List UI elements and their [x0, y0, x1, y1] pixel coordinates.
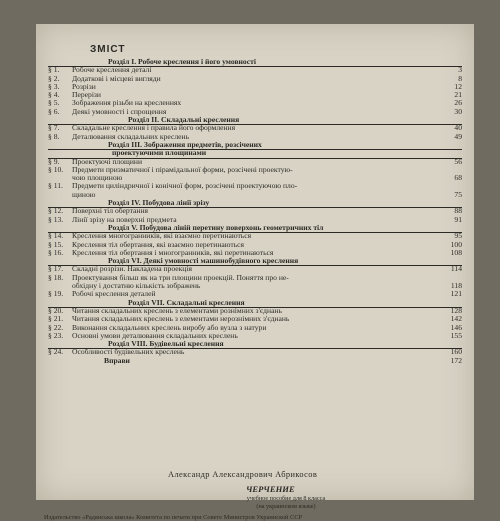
toc-entry-page: 21: [454, 90, 462, 100]
toc-section-heading: [48, 58, 462, 66]
toc-entry: [48, 290, 462, 298]
toc-entry-page: 8: [458, 73, 462, 83]
toc-entry-page: 146: [450, 322, 462, 332]
toc-entry-page: 172: [450, 355, 462, 365]
toc-entry-page: 12: [454, 81, 462, 91]
toc-entry-title: Поверхні тіл обертання: [72, 207, 149, 216]
toc-entry-number: § 2.: [48, 73, 60, 83]
toc-entry: [48, 108, 462, 116]
toc-entry-page: 142: [450, 314, 462, 324]
toc-entry-page: 68: [454, 173, 462, 183]
toc-entry-number: § 20.: [48, 305, 64, 315]
toc-entry-number: § 21.: [48, 314, 64, 324]
toc-entry-page: 75: [454, 189, 462, 199]
page-title: ЗМІСТ: [90, 44, 126, 55]
toc-entry: [48, 324, 462, 332]
toc-entry-page: 26: [454, 98, 462, 108]
toc-entry-title: Предмети призматичної і пірамідальної форми, розсічені проектую-: [72, 165, 293, 174]
toc-entry-title: Проектуючі площини: [72, 157, 143, 166]
book-title: ЧЕРЧЕНИЕ: [246, 484, 295, 494]
toc-entry: [48, 232, 462, 240]
toc-entry-title: Деякі умовності і спрощення: [72, 107, 167, 116]
toc-entry-number: § 23.: [48, 330, 64, 340]
toc-entry: [48, 182, 462, 190]
toc-entry-page: 121: [450, 289, 462, 299]
toc-section-heading: [48, 257, 462, 265]
toc-entry-title: чою площиною: [72, 174, 123, 183]
toc-entry: [48, 282, 462, 290]
toc-entry: [48, 265, 462, 273]
toc-entry-number: § 24.: [48, 347, 64, 357]
toc-entry-page: 30: [454, 106, 462, 116]
toc-section-heading: [48, 340, 462, 348]
toc-entry-number: § 16.: [48, 247, 64, 257]
book-subtitle: учебное пособие для 8 класса: [246, 495, 326, 502]
toc-entry: [48, 274, 462, 282]
toc-entry-title: Креслення многогранників, які взаємно перетинаються: [72, 232, 252, 241]
toc-entry: [48, 99, 462, 107]
toc-entry-number: § 15.: [48, 239, 64, 249]
toc-entry-page: 108: [450, 247, 462, 257]
book-page: [36, 24, 474, 521]
toc-entry-title: Деталювання складальних креслень: [72, 132, 190, 141]
toc-entry: [48, 91, 462, 99]
toc-entry-title: Розрізи: [72, 82, 96, 91]
toc-entry-number: § 18.: [48, 272, 64, 282]
toc-entry: [48, 158, 462, 166]
toc-entry-title: Креслення тіл обертання і многогранників, які перетинаються: [72, 248, 274, 257]
toc-entry-title: Креслення тіл обертання, які взаємно перетинаються: [72, 240, 245, 249]
toc-entry: [48, 75, 462, 83]
toc-entry-page: 95: [454, 231, 462, 241]
toc-section-heading: [48, 116, 462, 124]
toc-entry-page: 155: [450, 330, 462, 340]
toc-entry-number: § 1.: [48, 65, 60, 75]
toc-entry-page: 128: [450, 305, 462, 315]
toc-entry-number: § 19.: [48, 289, 64, 299]
toc-entry: [48, 207, 462, 215]
toc-entry-title: Робоче креслення деталі: [72, 66, 152, 75]
toc-entry-page: 88: [454, 206, 462, 216]
toc-entry-number: § 7.: [48, 123, 60, 133]
toc-entry-page: 114: [450, 264, 462, 274]
toc-entry-title: Вправи: [104, 356, 130, 365]
toc-section-title: Розділ VII. Складальні креслення: [128, 297, 245, 307]
toc-entry-title: Перерізи: [72, 91, 101, 100]
toc-entry-title: Робочі креслення деталей: [72, 290, 156, 299]
toc-entry-title: Основні умови деталювання складальних креслень: [72, 331, 238, 340]
toc-entry-title: Читання складальних креслень з елементами рознімних з'єднань: [72, 306, 282, 315]
toc-entry-title: Зображення різьби на кресленнях: [72, 99, 182, 108]
toc-entry-number: § 9.: [48, 156, 60, 166]
toc-entry-title: обхідну і достатню кількість зображень: [72, 282, 201, 291]
table-of-contents: [48, 58, 462, 365]
toc-entry-title: Предмети циліндричної і конічної форм, розсічені проектуючою пло-: [72, 182, 298, 191]
toc-entry: [48, 315, 462, 323]
toc-entry-title: щиною: [72, 190, 96, 199]
toc-entry-title: Складальне креслення і правила його оформлення: [72, 124, 236, 133]
toc-entry: [48, 66, 462, 74]
toc-section-title: Розділ VI. Деякі умовності машинобудівного креслення: [108, 256, 299, 266]
toc-section-title: Розділ II. Складальні креслення: [128, 115, 240, 125]
toc-section-title: Розділ IV. Побудова лінії зрізу: [108, 198, 210, 208]
toc-entry-title: Додаткові і місцеві вигляди: [72, 74, 161, 83]
toc-section-subtitle: проектуючими площинами: [112, 148, 207, 158]
toc-entry-number: § 6.: [48, 106, 60, 116]
toc-entry-title: Особливості будівельних креслень: [72, 348, 185, 357]
toc-section-heading: [48, 199, 462, 207]
toc-entry-number: § 11.: [48, 181, 63, 191]
toc-entry: [48, 307, 462, 315]
toc-entry-page: 118: [450, 281, 462, 291]
toc-entry-page: 3: [458, 65, 462, 75]
toc-entry-exercises: [48, 357, 462, 365]
toc-entry-number: § 3.: [48, 81, 60, 91]
toc-entry-title: Складні розрізи. Накладена проекція: [72, 265, 192, 274]
toc-entry: [48, 241, 462, 249]
toc-entry-number: § 14.: [48, 231, 64, 241]
toc-entry: [48, 348, 462, 356]
toc-entry-number: § 4.: [48, 90, 60, 100]
toc-entry: [48, 83, 462, 91]
toc-section-heading: [48, 141, 462, 149]
toc-entry-title: Читання складальних креслень з елементами нерознімних з'єднань: [72, 315, 290, 324]
toc-section-title: Розділ VIII. Будівельні креслення: [108, 339, 224, 349]
toc-section-title: Розділ V. Побудова ліній перетину поверхонь геометричних тіл: [108, 222, 324, 232]
toc-entry-number: § 5.: [48, 98, 60, 108]
book-language-note: (на украинском языке): [256, 503, 316, 510]
toc-entry-page: 91: [454, 214, 462, 224]
toc-entry: [48, 124, 462, 132]
toc-entry-title: Лінії зрізу на поверхні предмета: [72, 215, 177, 224]
toc-entry-number: § 10.: [48, 164, 64, 174]
toc-entry-page: 40: [454, 123, 462, 133]
toc-entry-title: Виконання складальних креслень виробу або вузла з натури: [72, 323, 267, 332]
toc-section-heading-cont: [48, 149, 462, 157]
toc-entry-page: 160: [450, 347, 462, 357]
toc-section-heading: [48, 299, 462, 307]
toc-section-title: Розділ I. Робоче креслення і його умовності: [108, 57, 256, 66]
toc-section-heading: [48, 224, 462, 232]
toc-section-title: Розділ III. Зображення предметів, розсічених: [108, 139, 262, 149]
toc-entry-number: § 13.: [48, 214, 64, 224]
toc-entry: [48, 174, 462, 182]
toc-entry-page: 49: [454, 131, 462, 141]
toc-entry-number: § 12.: [48, 206, 64, 216]
toc-entry-number: § 17.: [48, 264, 64, 274]
toc-entry-number: § 8.: [48, 131, 60, 141]
toc-entry: [48, 166, 462, 174]
publisher-line: Издательство «Радянська школа» Комитета по печати при Совете Министров Украинской ССР: [44, 514, 303, 521]
author-name: Александр Александрович Абрикосов: [168, 470, 318, 479]
toc-entry-title: Проектування більш як на три площини проекцій. Поняття про не-: [72, 273, 289, 282]
toc-entry-page: 56: [454, 156, 462, 166]
toc-entry-page: 100: [450, 239, 462, 249]
toc-entry-number: § 22.: [48, 322, 64, 332]
